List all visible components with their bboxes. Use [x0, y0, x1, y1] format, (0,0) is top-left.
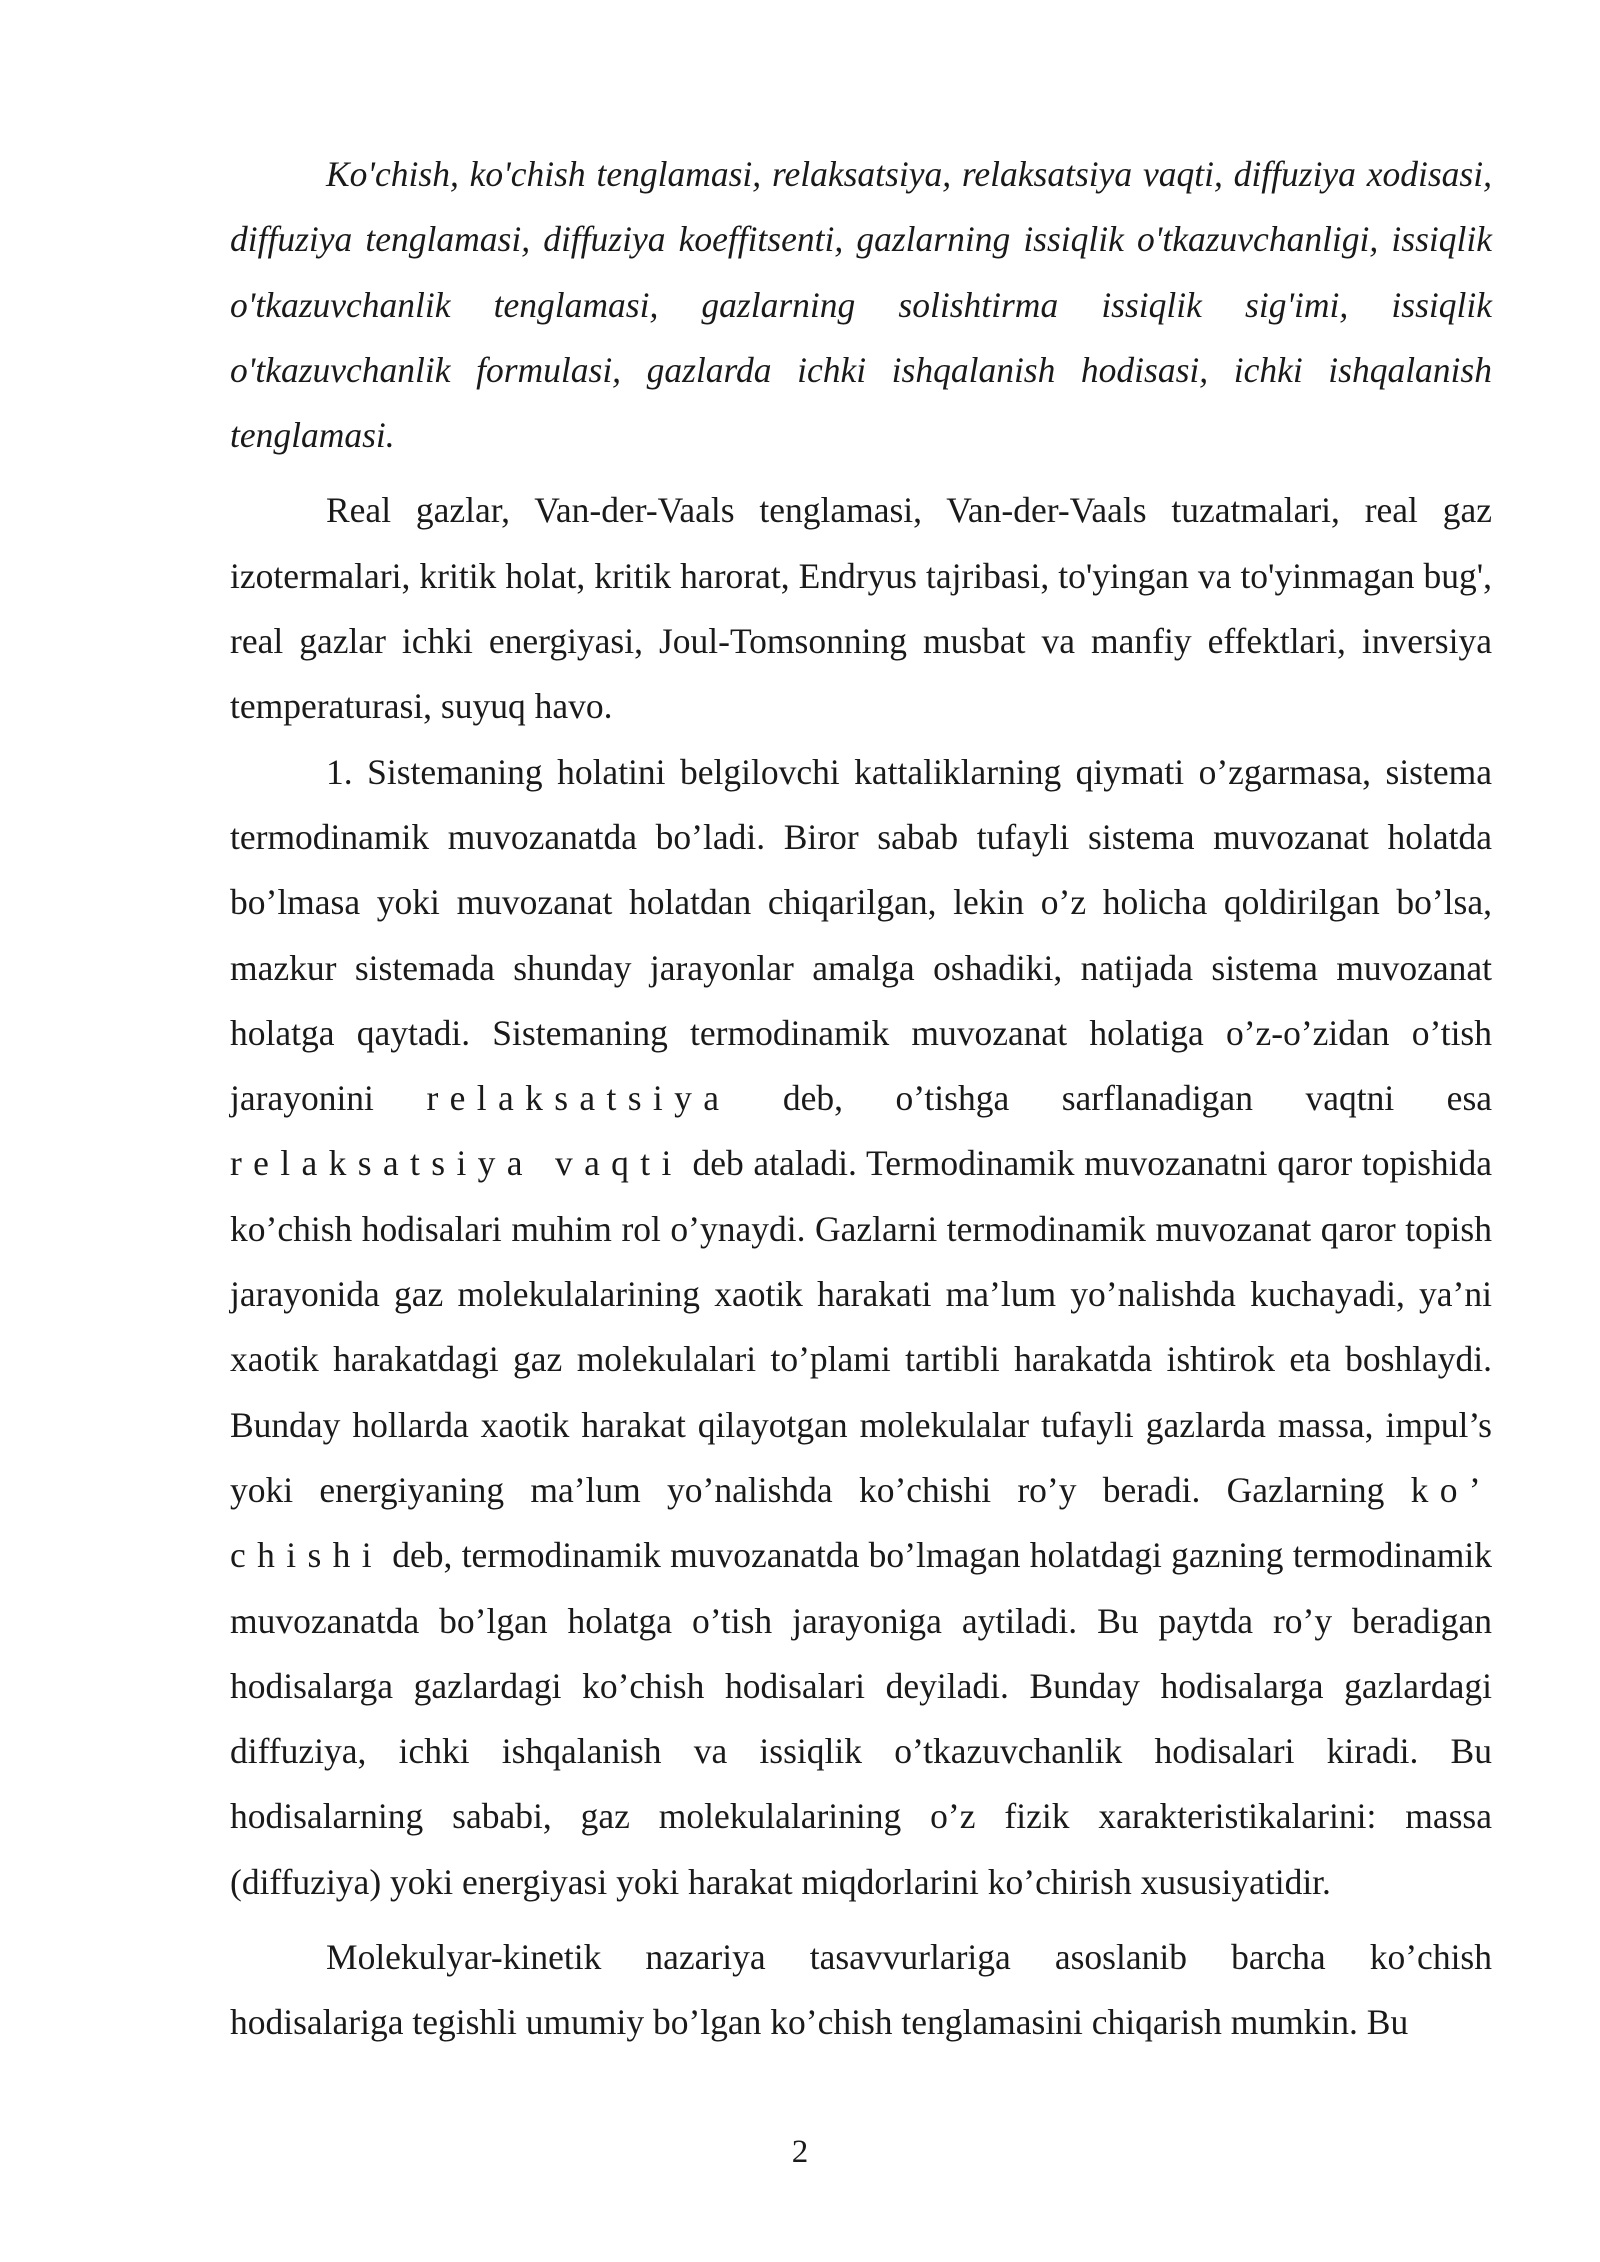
section-1-text-part4: deb, termodinamik muvozanatda bo’lmagan holatdagi gazning termodinamik muvozanatda bo’lgan holatga o’tish jarayoniga aytiladi. Bu paytda ro’y beradigan hodisalarga gazlardagi ko’chish hodisalari deyiladi. Bunday hodisalarga gazlardagi diffuziya, ichki ishqalanish va issiqlik o’tkazuvchanlik hodisalari kiradi. Bu hodisalarning sababi, gaz molekulalarining o’z fizik xarakteristikalarini: massa (diffuziya) yoki energiyasi yoki harakat miqdorlarini ko’chirish xususiyatidir. — [230, 1535, 1492, 1902]
document-body — [230, 142, 1492, 2056]
page-number: 2 — [791, 2134, 809, 2170]
real-gases-paragraph: Real gazlar, Van-der-Vaals tenglamasi, Van-der-Vaals tuzatmalari, real gaz izotermalari, kritik holat, kritik harorat, Endryus tajribasi, to'yingan va to'yinmagan bug', real gazlar ichki energiyasi, Joul-Tomsonning musbat va manfiy effektlari, inversiya temperaturasi, suyuq havo. — [230, 490, 1492, 727]
section-1-paragraph — [230, 740, 1492, 1915]
term-relaksatsiya: relaksatsiya — [426, 1078, 731, 1119]
section-1-text-part3: deb ataladi. Termodinamik muvozanatni qaror topishida ko’chish hodisalari muhim rol o’ynaydi. Gazlarni termodinamik muvozanat qaror topish jarayonida gaz molekulalarining xaotik harakati ma’lum yo’nalishda kuchayadi, ya’ni xaotik harakatdagi gaz molekulalari to’plami tartibli harakatda ishtirok eta boshlaydi. Bunday hollarda xaotik harakat qilayotgan molekulalar tufayli gazlarda massa, impul’s yoki energiyaning ma’lum yo’nalishda ko’chishi ro’y beradi. Gazlarning — [230, 1143, 1493, 1510]
section-1-text-part2: deb, o’tishga sarflanadigan vaqtni esa — [782, 1078, 1493, 1119]
term-relaksatsiya-vaqti: relaksatsiya vaqti — [230, 1143, 683, 1184]
section-1-text-part1: 1. Sistemaning holatini belgilovchi kattaliklarning qiymati o’zgarmasa, sistema termodinamik muvozanatda bo’ladi. Biror sabab tufayli sistema muvozanat holatda bo’lmasa yoki muvozanat holatdan chiqarilgan, lekin o’z holicha qoldirilgan bo’lsa, mazkur sistemada shunday jarayonlar amalga oshadiki, natijada sistema muvozanat holatga qaytadi. Sistemaning termodinamik muvozanat holatiga o’z-o’zidan o’tish jarayonini — [230, 751, 1492, 1119]
keywords-paragraph: Ko'chish, ko'chish tenglamasi, relaksatsiya, relaksatsiya vaqti, diffuziya xodisasi, diffuziya tenglamasi, diffuziya koeffitsenti, gazlarning issiqlik o'tkazuvchanligi, issiqlik o'tkazuvchanlik tenglamasi, gazlarning solishtirma issiqlik sig'imi, issiqlik o'tkazuvchanlik formulasi, gazlarda ichki ishqalanish hodisasi, ichki ishqalanish tenglamasi. — [230, 154, 1492, 456]
term-kochishi: ko’ chishi — [230, 1469, 1493, 1576]
molecular-kinetic-paragraph: Molekulyar-kinetik nazariya tasavvurlariga asoslanib barcha ko’chish hodisalariga tegishli umumiy bo’lgan ko’chish tenglamasini chiqarish mumkin. Bu — [230, 1937, 1492, 2043]
